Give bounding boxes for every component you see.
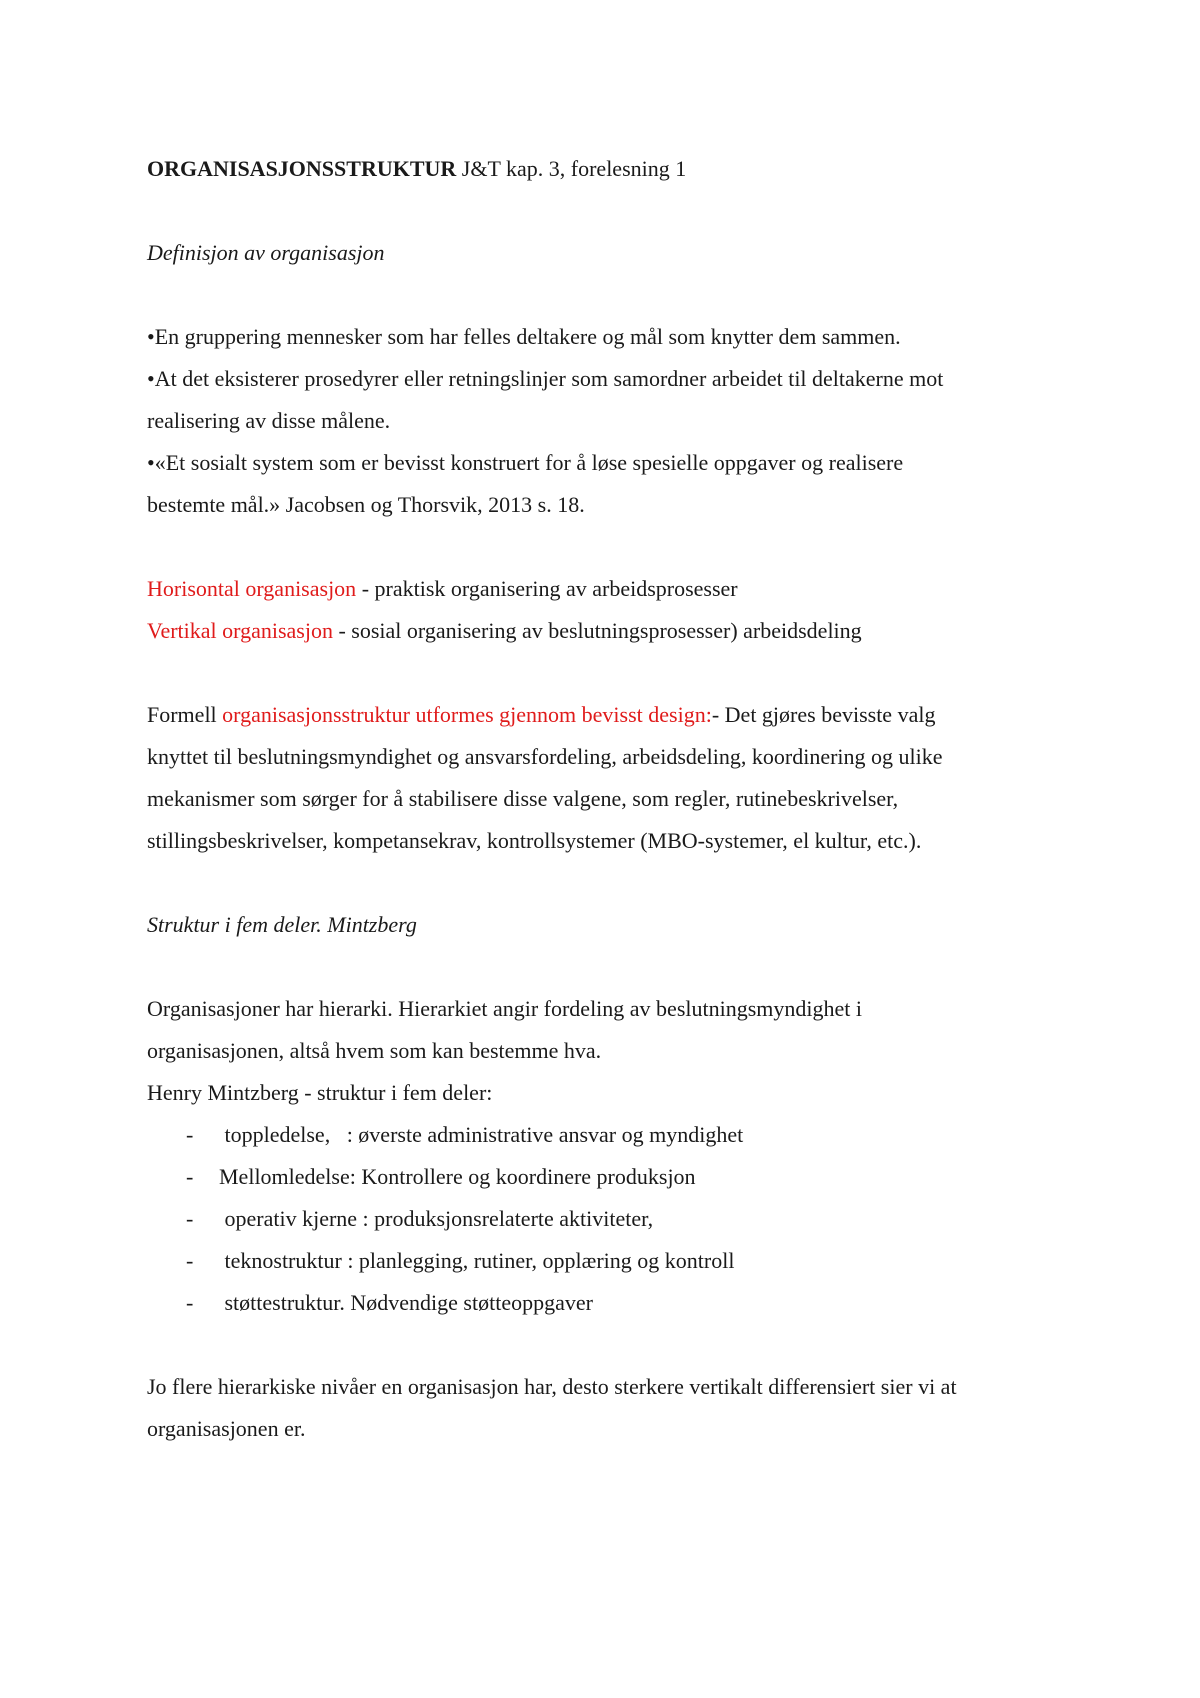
hierarki-line-3: Henry Mintzberg - struktur i fem deler:	[147, 1080, 493, 1105]
title-bold: ORGANISASJONSSTRUKTUR	[147, 156, 457, 181]
bullet-line: •At det eksisterer prosedyrer eller retningslinjer som samordner arbeidet til deltakerne mot	[147, 366, 944, 391]
horisontal-line	[147, 568, 1067, 610]
list-dash: -	[186, 1164, 194, 1189]
list-item	[147, 1156, 1067, 1198]
list-dash: -	[186, 1248, 194, 1273]
list-item	[147, 1240, 1067, 1282]
list-item	[147, 1198, 1067, 1240]
section-heading-struktur: Struktur i fem deler. Mintzberg	[147, 912, 417, 937]
list-item	[147, 1282, 1067, 1324]
bullet-line: bestemte mål.» Jacobsen og Thorsvik, 2013 s. 18.	[147, 492, 585, 517]
bullet-line: •En gruppering mennesker som har felles deltakere og mål som knytter dem sammen.	[147, 324, 901, 349]
list-item	[147, 1114, 1067, 1156]
hierarki-line-1: Organisasjoner har hierarki. Hierarkiet angir fordeling av beslutningsmyndighet i	[147, 996, 862, 1021]
vertikal-desc: - sosial organisering av beslutningsprosesser) arbeidsdeling	[332, 618, 862, 643]
horisontal-desc: - praktisk organisering av arbeidsprosesser	[356, 576, 738, 601]
formell-line-1	[147, 694, 1067, 736]
list-item-text: toppledelse, : øverste administrative ansvar og myndighet	[219, 1122, 744, 1147]
list-item-text: støttestruktur. Nødvendige støtteoppgaver	[219, 1290, 593, 1315]
formell-line-4: stillingsbeskrivelser, kompetansekrav, kontrollsystemer (MBO-systemer, el kultur, etc.).	[147, 828, 922, 853]
formell-line-2: knyttet til beslutningsmyndighet og ansvarsfordeling, arbeidsdeling, koordinering og ulike	[147, 744, 943, 769]
list-item-text: teknostruktur : planlegging, rutiner, opplæring og kontroll	[219, 1248, 735, 1273]
formell-rest: - Det gjøres bevisste valg	[711, 702, 936, 727]
list-dash: -	[186, 1290, 194, 1315]
hierarki-line-2: organisasjonen, altså hvem som kan bestemme hva.	[147, 1038, 602, 1063]
list-dash: -	[186, 1206, 194, 1231]
bullet-line: realisering av disse målene.	[147, 408, 391, 433]
bullet-line: •«Et sosialt system som er bevisst konstruert for å løse spesielle oppgaver og realisere	[147, 450, 904, 475]
vertikal-line	[147, 610, 1067, 652]
list-item-text: Mellomledelse: Kontrollere og koordinere produksjon	[219, 1164, 696, 1189]
formell-prefix: Formell	[147, 702, 223, 727]
section-heading-definisjon: Definisjon av organisasjon	[147, 240, 385, 265]
document-title	[147, 148, 1067, 190]
vertikal-term: Vertikal organisasjon	[147, 618, 333, 643]
conclusion-line-2: organisasjonen er.	[147, 1416, 306, 1441]
formell-line-3: mekanismer som sørger for å stabilisere disse valgene, som regler, rutinebeskrivelser,	[147, 786, 899, 811]
formell-red: organisasjonsstruktur utformes gjennom bevisst design:	[222, 702, 712, 727]
list-dash: -	[186, 1122, 194, 1147]
conclusion-line-1: Jo flere hierarkiske nivåer en organisasjon har, desto sterkere vertikalt differensiert sier vi at	[147, 1374, 957, 1399]
list-item-text: operativ kjerne : produksjonsrelaterte aktiviteter,	[219, 1206, 654, 1231]
document-page	[147, 148, 1067, 1450]
title-rest: J&T kap. 3, forelesning 1	[456, 156, 687, 181]
horisontal-term: Horisontal organisasjon	[147, 576, 357, 601]
